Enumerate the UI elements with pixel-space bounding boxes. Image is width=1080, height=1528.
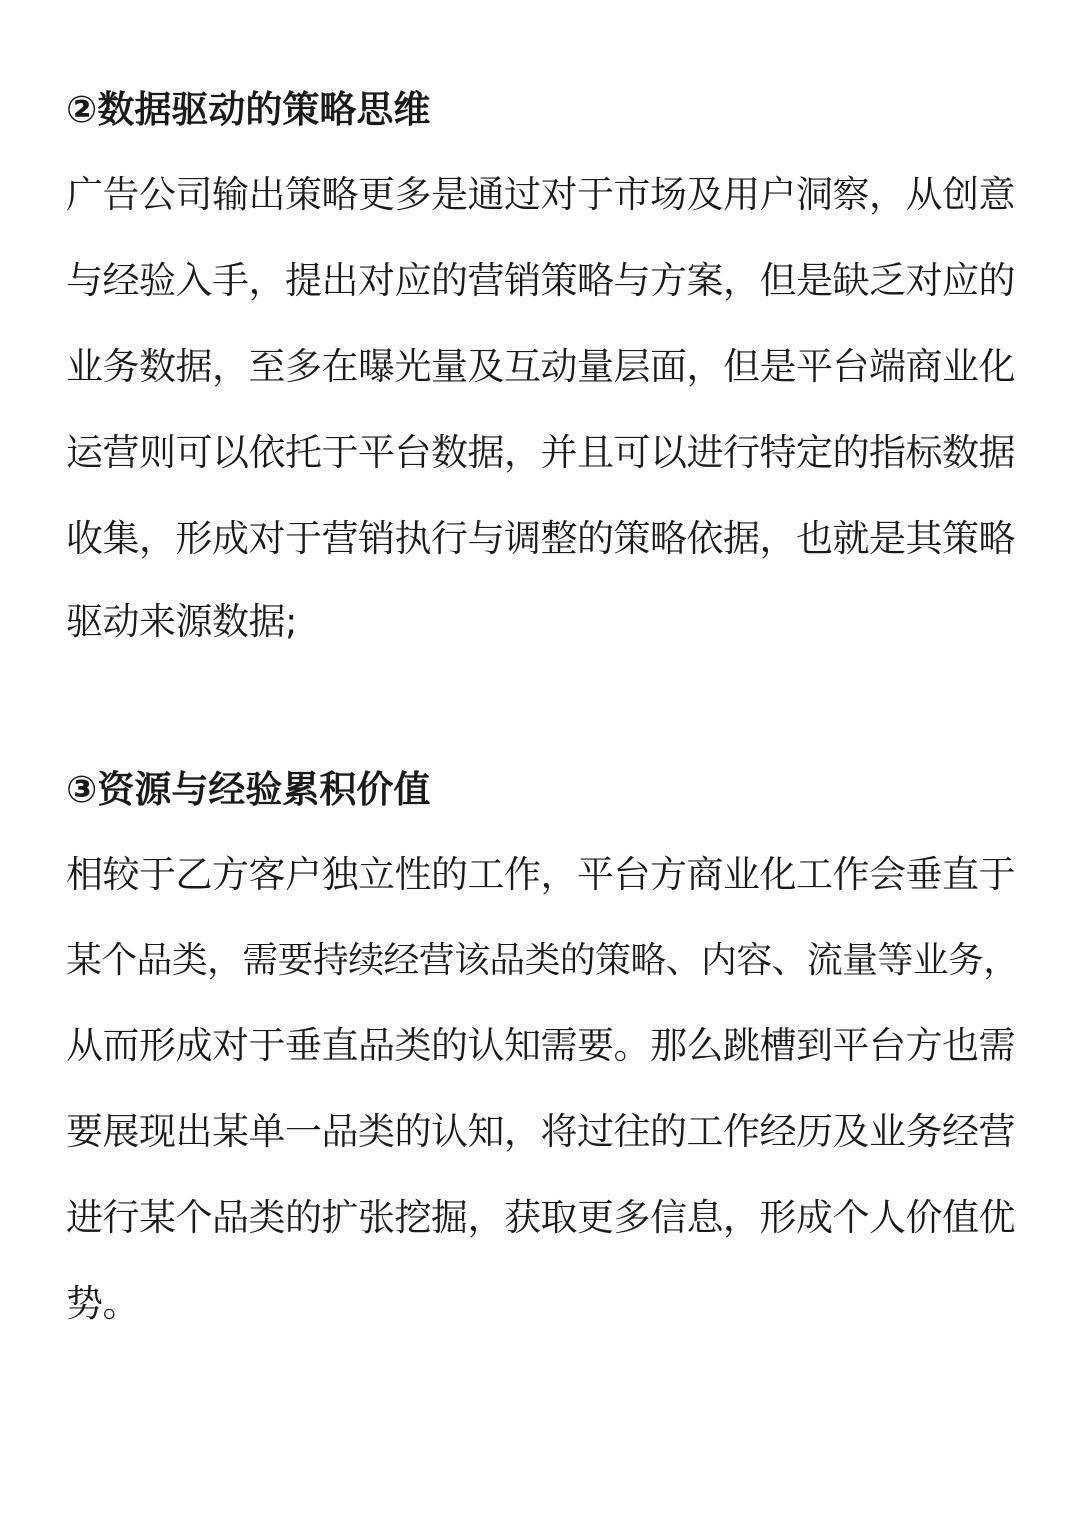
paragraph-line: 相较于乙方客户独立性的工作，平台方商业化工作会垂直于 (66, 853, 1015, 896)
paragraph-line: 收集，形成对于营销执行与调整的策略依据，也就是其策略 (66, 517, 1015, 560)
section-heading-data-driven: ②数据驱动的策略思维 (66, 88, 431, 131)
paragraph-line: 与经验入手，提出对应的营销策略与方案，但是缺乏对应的 (66, 259, 1015, 302)
paragraph-line: 运营则可以依托于平台数据，并且可以进行特定的指标数据 (66, 431, 1015, 474)
paragraph-line: 从而形成对于垂直品类的认知需要。那么跳槽到平台方也需 (66, 1024, 1015, 1067)
paragraph-line: 进行某个品类的扩张挖掘，获取更多信息，形成个人价值优 (66, 1196, 1015, 1239)
paragraph-line: 势。 (66, 1282, 139, 1325)
paragraph-line: 广告公司输出策略更多是通过对于市场及用户洞察，从创意 (66, 173, 1015, 216)
paragraph-line: 要展现出某单一品类的认知，将过往的工作经历及业务经营 (66, 1110, 1015, 1153)
paragraph-line: 业务数据，至多在曝光量及互动量层面，但是平台端商业化 (66, 345, 1015, 388)
section-heading-resource-value: ③资源与经验累积价值 (66, 768, 431, 811)
paragraph-line: 某个品类，需要持续经营该品类的策略、内容、流量等业务， (66, 940, 1019, 981)
paragraph-line: 驱动来源数据; (66, 600, 297, 643)
